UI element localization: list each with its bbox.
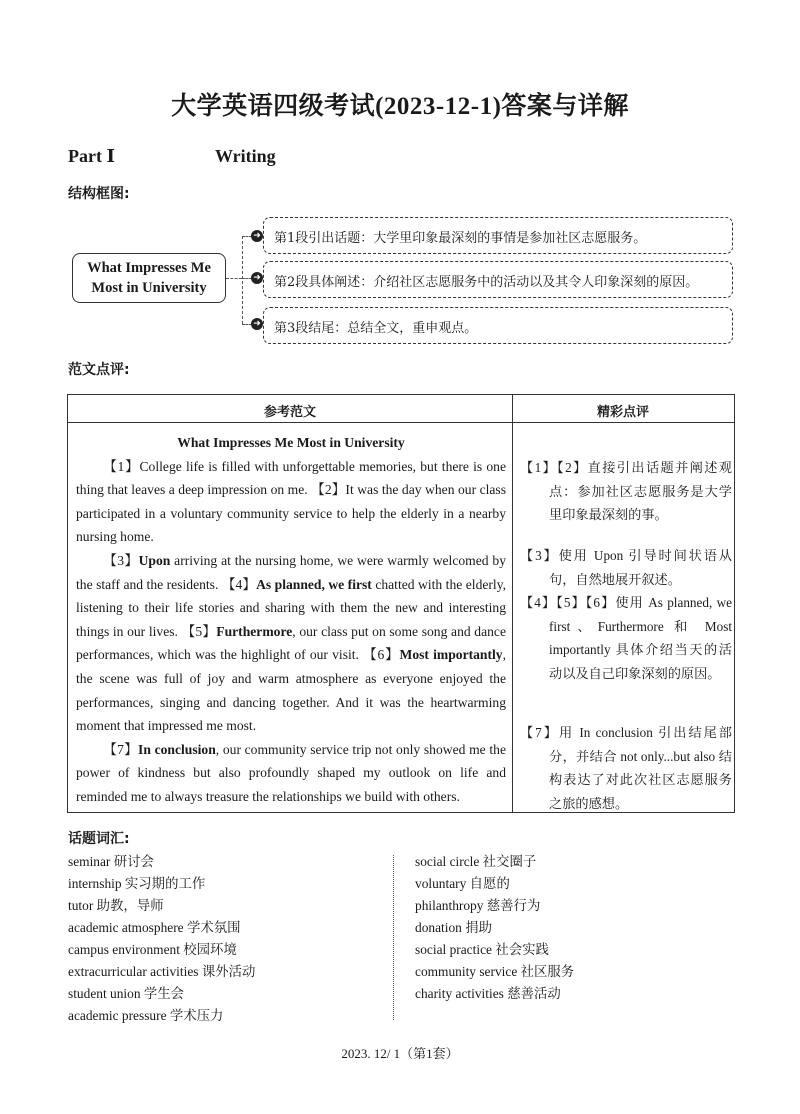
vocab-item: tutor 助教，导师 [68, 898, 164, 913]
bold-phrase: As planned, we first [256, 576, 372, 592]
vocab-item: charity activities 慈善活动 [415, 986, 561, 1001]
mindmap-center [72, 253, 226, 303]
comment-3: 【4】【5】【6】使用 As planned, we first、Furthermore 和 Most importantly 具体介绍当天的活动以及自己印象深刻的原因。 [520, 595, 732, 681]
vocab-heading: 话题词汇: [68, 831, 130, 847]
essay-text: It was the day when our class participated in a voluntary community service to help the elderly in a nearby nursing home. [76, 482, 507, 545]
essay-paragraph [76, 549, 506, 738]
essay-text: 【7】 [103, 741, 139, 757]
essay-text: , the scene was full of joy and warm atmosphere as everyone enjoyed the performances, singing and dancing together. And it was the heartwarming moment that impressed me most. [76, 647, 506, 734]
mindmap-branch-1: 第1段引出话题：大学里印象最深刻的事情是参加社区志愿服务。 [263, 217, 733, 254]
arrow-icon: ➜ [251, 272, 263, 284]
essay-text: 【3】 [103, 552, 139, 568]
header-essay: 参考范文 [263, 405, 316, 420]
vocab-item: donation 捐助 [415, 920, 492, 935]
page-title: 大学英语四级考试(2023-12-1)答案与详解 [171, 93, 629, 120]
connector [226, 278, 242, 279]
essay-text: 【4】 [221, 576, 257, 592]
bold-phrase: Furthermore [216, 623, 293, 639]
vocab-item: social practice 社会实践 [415, 942, 549, 957]
essay-text: 【5】 [181, 623, 217, 639]
essay-text: , our community service trip not only showed me the power of kindness but also profoundly shaped my outlook on life and reminded me to always treasure the relationships we build with others. [76, 741, 507, 804]
vocab-item: community service 社区服务 [415, 964, 575, 979]
vocab-divider [393, 855, 394, 1020]
essay-text: 【2】 [311, 482, 346, 498]
essay-text: , our class put on some song and dance performances, which was the highlight of our visit. [76, 623, 506, 663]
connector [242, 236, 243, 324]
part-number: Part Ⅰ [68, 146, 115, 166]
vocab-item: internship 实习期的工作 [68, 876, 206, 891]
vocab-item: campus environment 校园环境 [68, 942, 237, 957]
essay-text: arriving at the nursing home, we were warmly welcomed by the staff and the residents. [76, 552, 507, 592]
sample-essay [76, 431, 506, 809]
table-header [68, 395, 734, 423]
essay-paragraph [76, 455, 506, 549]
essay-text: chatted with the elderly, listening to their life stories and sharing with them the new and interesting things in our lives. [76, 576, 507, 639]
vocab-item: student union 学生会 [68, 986, 185, 1001]
page-footer: 2023. 12/ 1（第1套） [341, 1046, 459, 1061]
structure-heading: 结构框图: [68, 186, 130, 202]
bold-phrase: Most importantly [399, 647, 503, 663]
arrow-icon: ➜ [251, 318, 263, 330]
essay-text: 【6】 [363, 647, 400, 663]
vocab-item: philanthropy 慈善行为 [415, 898, 541, 913]
column-divider [512, 395, 513, 812]
mindmap-center-line: Most in University [91, 280, 207, 296]
vocab-list-left [68, 851, 255, 1027]
vocab-item: academic atmosphere 学术氛围 [68, 920, 241, 935]
essay-text: 【1】College life is filled with unforgettable memories, but there is one thing that leaves a deep impression on me. [76, 458, 506, 498]
vocab-item: academic pressure 学术压力 [68, 1008, 224, 1023]
vocab-item: seminar 研讨会 [68, 854, 154, 869]
vocab-item: extracurricular activities 课外活动 [68, 964, 256, 979]
essay-table [67, 394, 735, 813]
mindmap-center-line: What Impresses Me [87, 260, 211, 276]
part-name: Writing [215, 146, 276, 166]
vocab-item: social circle 社交圈子 [415, 854, 537, 869]
bold-phrase: Upon [138, 552, 171, 568]
mindmap-branch-2: 第2段具体阐述：介绍社区志愿服务中的活动以及其令人印象深刻的原因。 [263, 261, 733, 298]
comment-1: 【1】【2】直接引出话题并阐述观点：参加社区志愿服务是大学里印象最深刻的事。 [520, 460, 732, 523]
comment-2: 【3】使用 Upon 引导时间状语从句，自然地展开叙述。 [520, 548, 732, 587]
essay-title: What Impresses Me Most in University [177, 435, 405, 450]
bold-phrase: In conclusion [138, 741, 216, 757]
essay-paragraph [76, 738, 506, 809]
arrow-icon: ➜ [251, 230, 263, 242]
vocab-list-right [415, 851, 574, 1005]
header-comments: 精彩点评 [596, 405, 649, 420]
review-heading: 范文点评: [68, 362, 130, 378]
comment-4: 【7】用 In conclusion 引出结尾部分，并结合 not only...but also 结构表达了对此次社区志愿服务之旅的感想。 [520, 725, 732, 811]
mindmap-branch-3: 第3段结尾：总结全文，重申观点。 [263, 307, 733, 344]
vocab-item: voluntary 自愿的 [415, 876, 510, 891]
